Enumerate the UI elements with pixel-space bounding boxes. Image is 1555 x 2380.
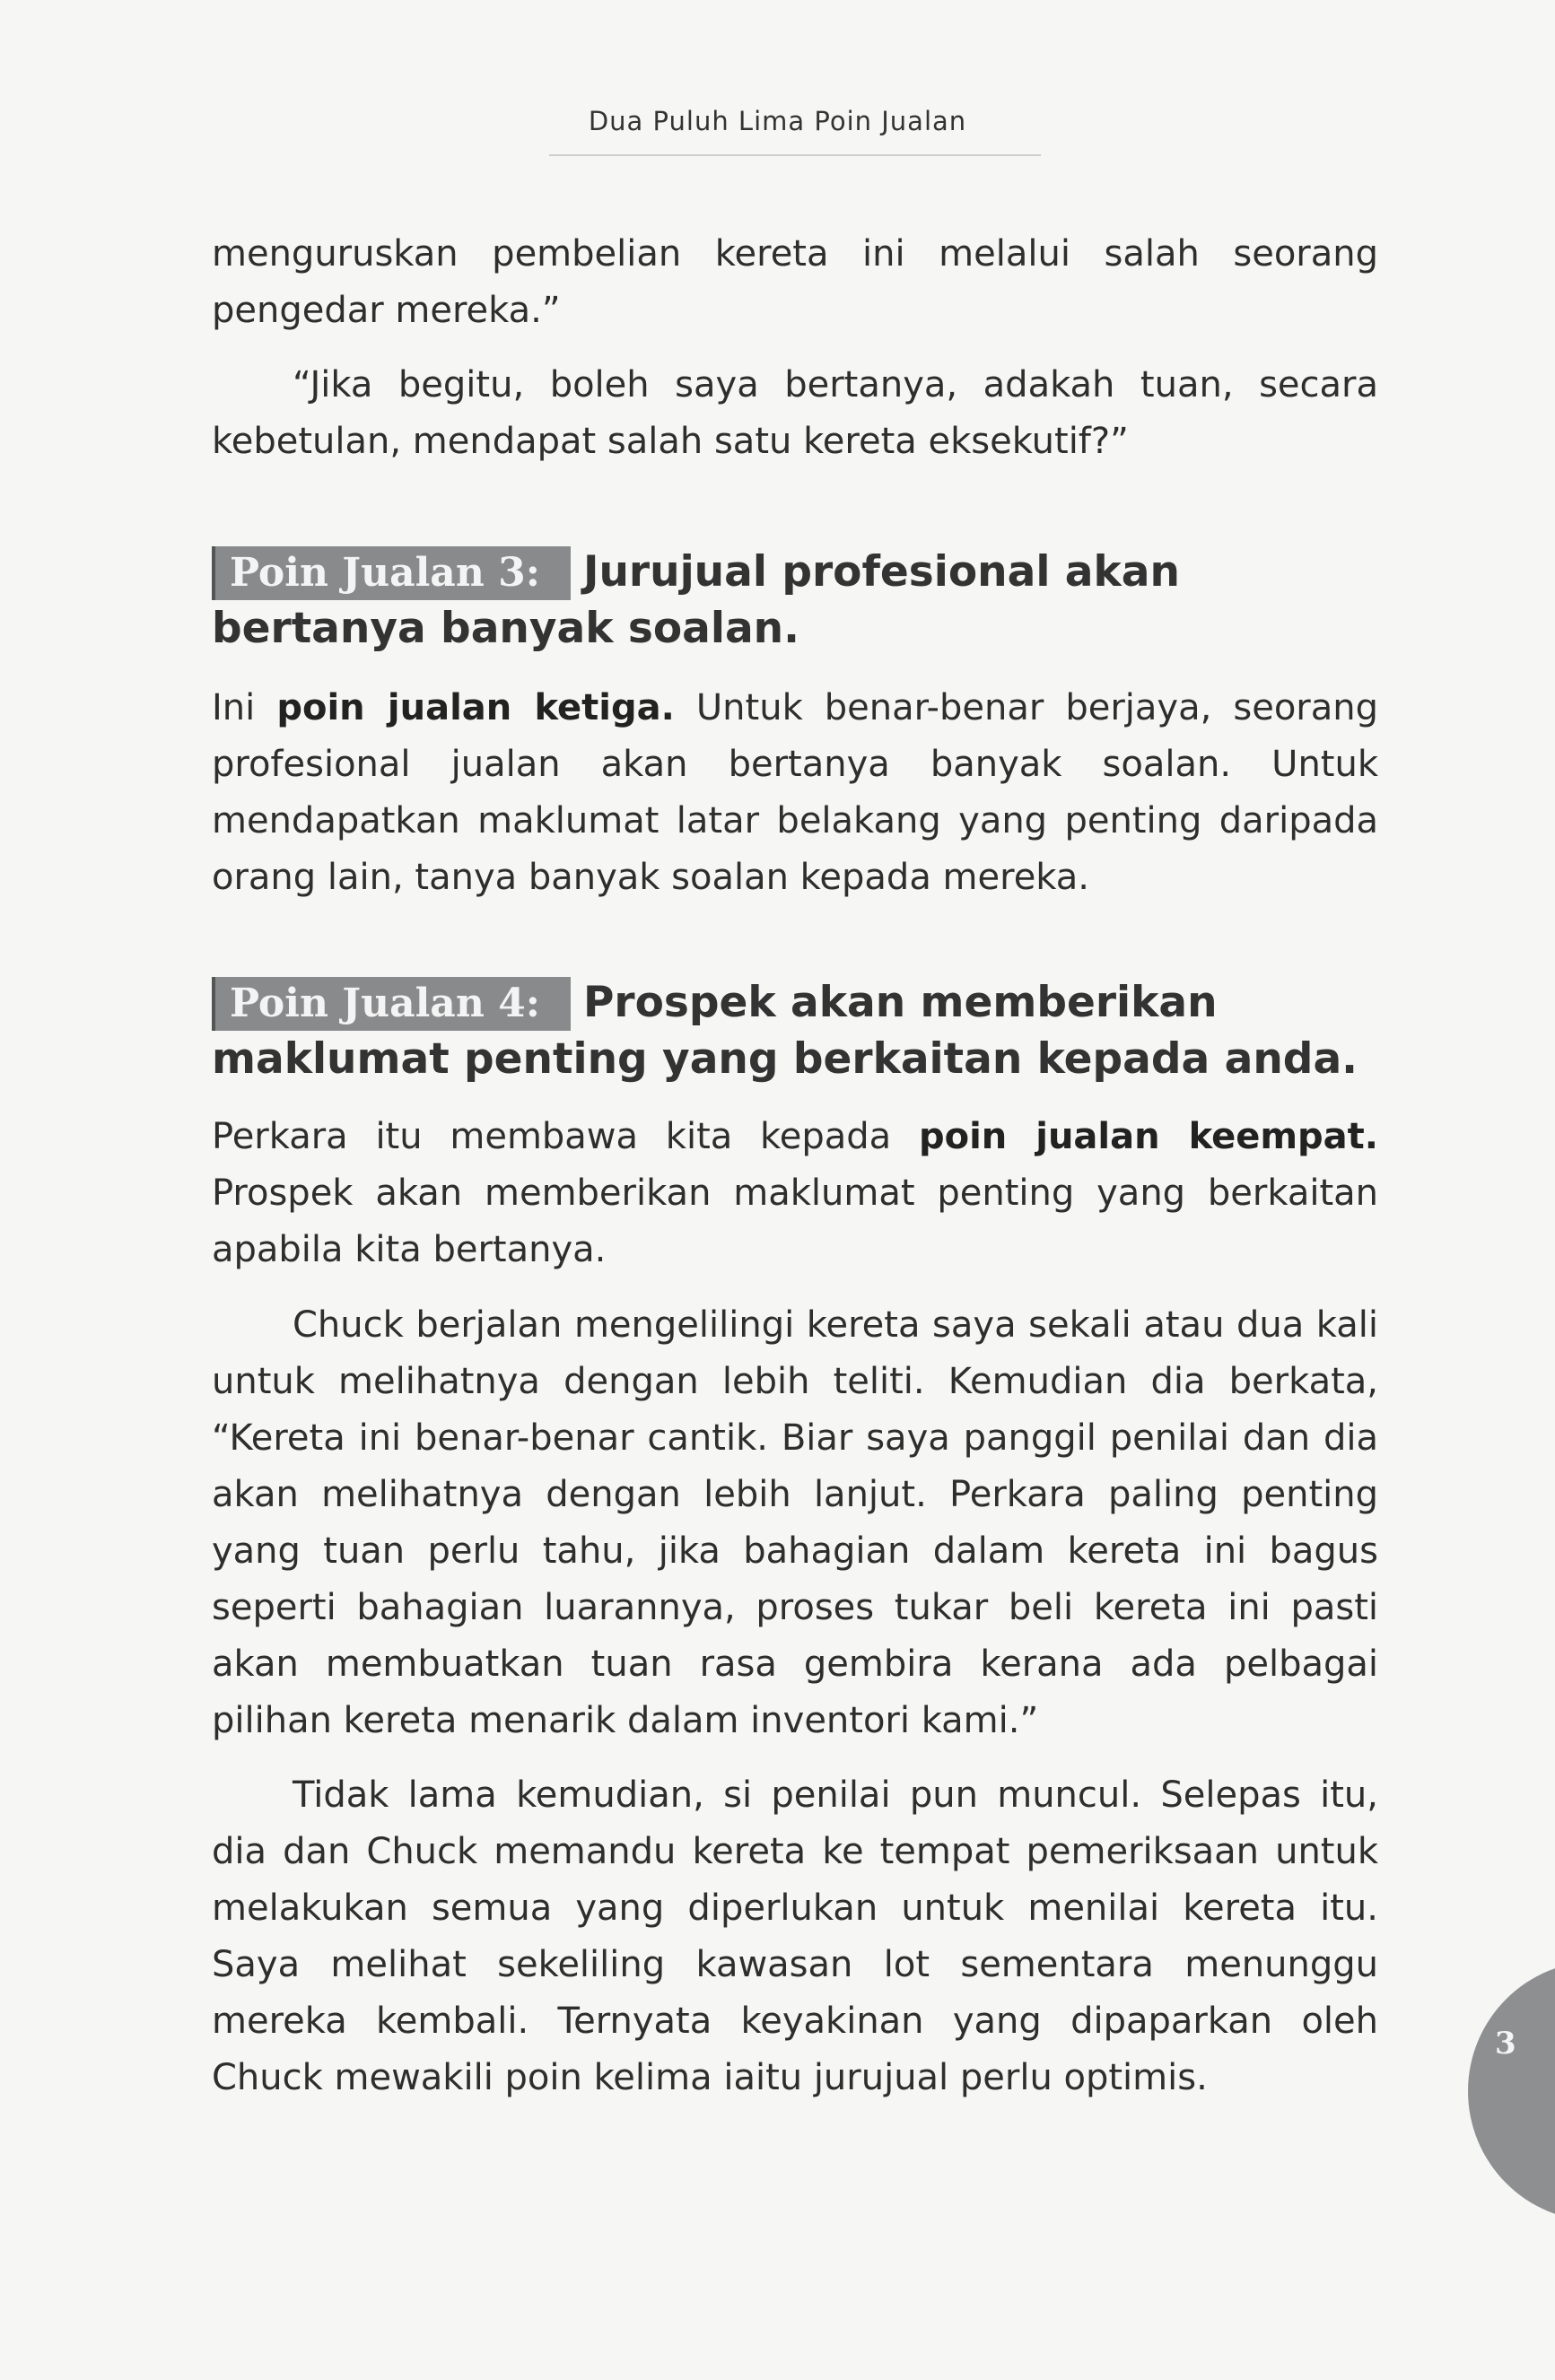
paragraph-point-4-lead: Perkara itu membawa kita kepada [212,1116,919,1157]
paragraph-dialogue: “Jika begitu, boleh saya bertanya, adakah tuan, secara kebetulan, mendapat salah satu kereta eksekutif?” [212,364,1378,462]
heading-label-4: Poin Jualan 4: [212,977,571,1031]
paragraph-point-4 [212,1109,1378,1278]
heading-label-3: Poin Jualan 3: [212,546,571,600]
section-heading-4 [212,974,1378,1087]
paragraph-point-3-body: Untuk benar-benar berjaya, seorang profesional jualan akan bertanya banyak soalan. Untuk mendapatkan maklumat latar belakang yang penting daripada orang lain, tanya banyak soalan kepada mereka. [212,687,1378,898]
section-heading-3 [212,544,1378,657]
paragraph-chuck-walks: Chuck berjalan mengelilingi kereta saya sekali atau dua kali untuk melihatnya dengan lebih teliti. Kemudian dia berkata, “Kereta ini benar-benar cantik. Biar saya panggil penilai dan dia akan melihatnya dengan lebih lanjut. Perkara paling penting yang tuan perlu tahu, jika bahagian dalam kereta ini bagus seperti bahagian luarannya, proses tukar beli kereta ini pasti akan membuatkan tuan rasa gembira kerana ada pelbagai pilihan kereta menarik dalam inventori kami.” [212,1304,1378,1741]
paragraph-continuation: menguruskan pembelian kereta ini melalui salah seorang pengedar mereka.” [212,233,1378,331]
paragraph-point-4-body: Prospek akan memberikan maklumat penting yang berkaitan apabila kita bertanya. [212,1173,1378,1270]
paragraph-point-3-bold: poin jualan ketiga. [276,687,675,728]
paragraph-appraiser: Tidak lama kemudian, si penilai pun muncul. Selepas itu, dia dan Chuck memandu kereta ke tempat pemeriksaan untuk melakukan semua yang diperlukan untuk menilai kereta itu. Saya melihat sekeliling kawasan lot sementara menunggu mereka kembali. Ternyata keyakinan yang dipaparkan oleh Chuck mewakili poin kelima iaitu jurujual perlu optimis. [212,1774,1378,2098]
running-header: Dua Puluh Lima Poin Jualan [588,106,967,136]
heading-text-3: Jurujual profesional akan bertanya banyak soalan. [212,547,1180,653]
header-rule [549,154,1041,156]
heading-text-4: Prospek akan memberikan maklumat penting yang berkaitan kepada anda. [212,978,1358,1084]
paragraph-point-3-lead: Ini [212,687,277,728]
paragraph-point-4-bold: poin jualan keempat. [918,1116,1378,1157]
page-number-tab [1468,1961,1555,2221]
page-number: 3 [1495,2026,1516,2062]
paragraph-point-3 [212,680,1378,906]
